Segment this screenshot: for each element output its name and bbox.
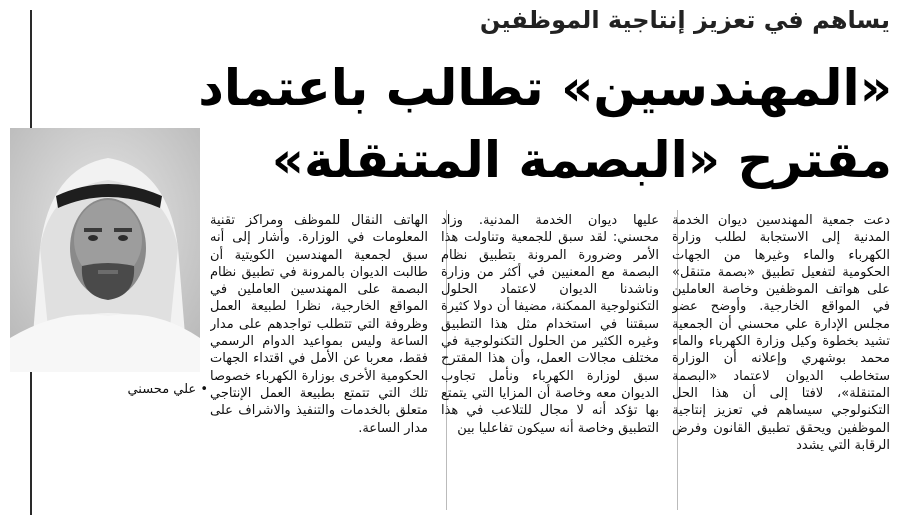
- portrait-image: [10, 128, 200, 372]
- article-column-3: الهاتف النقال للموظف ومراكز تقنية المعلومات في الوزارة. وأشار إلى أنه سبق لجمعية المهندسين الكويتية أن طالبت الديوان بالمرونة في تطبيق نظام البصمة على المهندسين العاملين في المواقع الخارجية، نظرا لطبيعة العمل وظروفة التي تتطلب تواجدهم على مدار الساعة وليس بمواعيد الدوام الرسمي فقط، معربا عن الأمل في اقتداء الجهات الحكومية الأخرى بوزارة الكهرباء خصوصا تلك التي تتمتع بطبيعة العمل الإنتاجي متعلق بالخدمات والتنفيذ والاشراف على مدار الساعة.: [210, 213, 428, 436]
- photo-caption: • علي محسني: [127, 382, 208, 397]
- headline-line-2: مقترح «البصمة المتنقلة»: [271, 131, 892, 189]
- article-body: [210, 212, 890, 517]
- article-kicker: يساهم في تعزيز إنتاجية الموظفين: [479, 6, 890, 34]
- portrait-photo: [10, 128, 200, 372]
- article-column-2: عليها ديوان الخدمة المدنية. وزاد محسني: لقد سبق للجمعية وتناولت هذا الأمر وضرورة المرونة بتطبيق نظام البصمة مع المعنيين في أكثر من وزارة وناشدنا الديوان لاعتماد الحلول التكنولوجية الممكنة، مضيفا أن دولا كثيرة سبقتنا في استخدام مثل هذا التطبيق وغيره الكثير من الحلول التكنولوجية في مختلف مجالات العمل، وأن هذا المقترح سبق لوزارة الكهرباء ونأمل تجاوب الديوان معه وخاصة أن المزايا التي يتمتع بها تؤكد أنه لا مجال للتلاعب في هذا التطبيق وخاصة أنه سيكون تفاعليا بين: [441, 213, 659, 436]
- headline-line-1: «المهندسين» تطالب باعتماد: [198, 59, 892, 117]
- article-column-1: دعت جمعية المهندسين ديوان الخدمة المدنية إلى الاستجابة لطلب وزارة الكهرباء والماء وغيرها من الجهات الحكومية لتفعيل تطبيق «بصمة متنقل» على هواتف الموظفين وخاصة العاملين في المواقع الخارجية. وأوضح عضو مجلس الإدارة علي محسني أن الجمعية تشيد بخطوة وكيل وزارة الكهرباء والماء محمد بوشهري وإعلانه أن الوزارة ستخاطب الديوان لاعتماد «البصمة المتنقلة»، لافتا إلى أن هذا الحل التكنولوجي سيساهم في تعزيز إنتاجية الموظفين ويحقق تطبيق القانون وفرض الرقابة التي يشدد: [672, 213, 890, 453]
